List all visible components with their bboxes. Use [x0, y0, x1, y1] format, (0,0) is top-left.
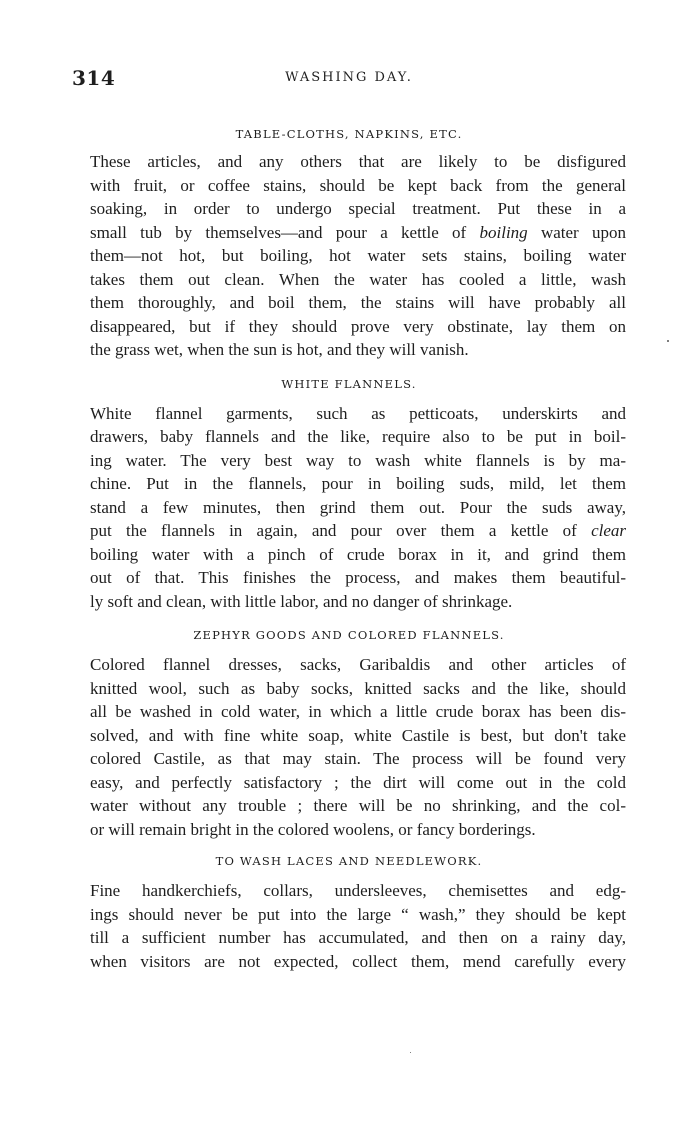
- text-segment: small tub by themselves—and pour a kettle of: [90, 222, 467, 242]
- text-line: ly soft and clean, with little labor, and no danger of shrinkage.: [90, 591, 513, 611]
- section-heading-white-flannels: WHITE FLANNELS.: [281, 376, 417, 391]
- text-segment: put the flannels in again, and pour over them a kettle of: [90, 521, 577, 540]
- running-head: [72, 62, 626, 96]
- page-number: 314: [72, 66, 116, 90]
- text-line: [72, 519, 626, 543]
- section-heading-table-cloths: TABLE-CLOTHS, NAPKINS, ETC.: [235, 127, 463, 141]
- text-line: or will remain bright in the colored woolens, or fancy borderings.: [90, 819, 536, 839]
- text-line: takes them out clean. When the water has cooled a little, wash: [90, 269, 626, 289]
- text-line: soaking, in order to undergo special treatment. Put these in a: [90, 199, 626, 218]
- text-line: stand a few minutes, then grind them out. Pour the suds away,: [90, 497, 626, 517]
- text-line: boiling water with a pinch of crude borax in it, and grind them: [90, 544, 626, 564]
- text-line: ings should never be put into the large “ wash,” they should be kept: [90, 904, 626, 924]
- text-line: water without any trouble ; there will be no shrinking, and the col-: [90, 796, 626, 815]
- text-line: with fruit, or coffee stains, should be kept back from the general: [90, 175, 626, 195]
- text-line: when visitors are not expected, collect them, mend carefully every: [90, 951, 626, 971]
- text-line: colored Castile, as that may stain. The process will be found very: [90, 749, 626, 768]
- paragraph-table-cloths: [72, 150, 626, 362]
- emphasis-text: clear: [591, 521, 627, 540]
- section-heading-zephyr-goods: ZEPHYR GOODS AND COLORED FLANNELS.: [193, 628, 505, 642]
- text-line: till a sufficient number has accumulated, and then on a rainy day,: [90, 928, 626, 947]
- book-page: [72, 62, 626, 973]
- text-line: Fine handkerchiefs, collars, undersleeves, chemisettes and edg-: [90, 881, 626, 900]
- text-line: chine. Put in the flannels, pour in boiling suds, mild, let them: [90, 474, 626, 493]
- text-line: drawers, baby flannels and the like, require also to be put in boil-: [90, 427, 626, 446]
- text-line: [72, 221, 626, 245]
- print-speck: [667, 340, 669, 342]
- running-title: WASHING DAY.: [285, 70, 413, 85]
- text-line: solved, and with fine white soap, white Castile is best, but don't take: [90, 725, 626, 745]
- text-line: knitted wool, such as baby socks, knitted sacks and the like, should: [90, 678, 626, 698]
- paragraph-laces: [72, 879, 626, 973]
- emphasis-text: boiling: [479, 222, 528, 242]
- text-line: the grass wet, when the sun is hot, and they will vanish.: [90, 340, 469, 359]
- paragraph-zephyr-goods: [72, 653, 626, 841]
- text-line: ing water. The very best way to wash white flannels is by ma-: [90, 450, 626, 470]
- text-segment: water upon: [540, 222, 627, 242]
- section-heading-laces: TO WASH LACES AND NEEDLEWORK.: [215, 854, 483, 868]
- text-line: easy, and perfectly satisfactory ; the dirt will come out in the cold: [90, 772, 626, 792]
- text-line: all be washed in cold water, in which a little crude borax has been dis-: [90, 702, 626, 721]
- paragraph-white-flannels: [72, 402, 626, 614]
- text-line: them thoroughly, and boil them, the stains will have probably all: [90, 293, 626, 312]
- text-line: disappeared, but if they should prove very obstinate, lay them on: [90, 316, 626, 336]
- text-line: White flannel garments, such as petticoats, underskirts and: [90, 403, 626, 423]
- text-line: Colored flannel dresses, sacks, Garibaldis and other articles of: [90, 655, 626, 674]
- text-line: them—not hot, but boiling, hot water sets stains, boiling water: [90, 246, 626, 265]
- text-line: out of that. This finishes the process, and makes them beautiful-: [90, 568, 626, 587]
- print-speck: [410, 1052, 411, 1053]
- text-line: These articles, and any others that are likely to be disfigured: [90, 152, 626, 171]
